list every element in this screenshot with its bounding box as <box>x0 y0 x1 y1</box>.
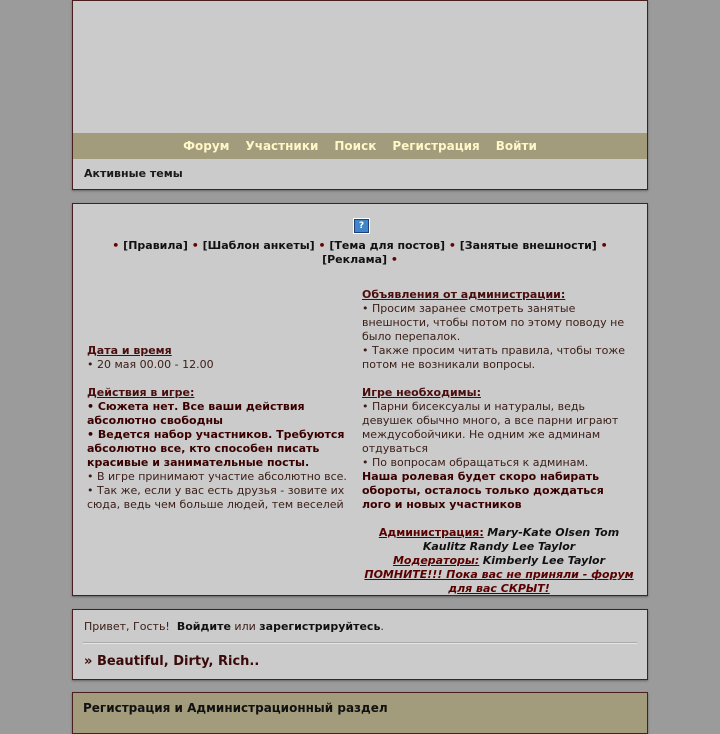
announcements-heading: Объявления от администрации: <box>362 288 566 301</box>
action-item: • Ведется набор участников. Требуются абсолютно все, кто способен писать красивые и занимательные посты. <box>87 428 345 469</box>
welcome-panel <box>72 609 648 680</box>
needs-item: • По вопросам обращаться к админам. <box>362 456 589 469</box>
nav-search[interactable]: Поиск <box>334 139 377 153</box>
warning-text: ПОМНИТЕ!!! Пока вас не приняли - форум для вас СКРЫТ! <box>364 568 634 595</box>
admin-names[interactable]: Mary-Kate Olsen Tom Kaulitz Randy Lee Taylor <box>422 526 620 553</box>
mod-label: Модераторы: <box>392 554 480 567</box>
category-header <box>72 692 648 734</box>
link-posts-topic[interactable]: [Тема для постов] <box>329 239 446 252</box>
needs-heading: Игре необходимы: <box>362 386 481 399</box>
link-template[interactable]: [Шаблон анкеты] <box>202 239 315 252</box>
bullet: • <box>112 239 120 252</box>
help-icon[interactable]: ? <box>354 219 369 233</box>
greeting-text: Привет, Гость! <box>84 620 170 633</box>
link-taken-looks[interactable]: [Занятые внешности] <box>459 239 597 252</box>
action-item: • Так же, если у вас есть друзья - зовите их сюда, ведь чем больше людей, тем веселей <box>87 484 345 511</box>
login-link[interactable]: Войдите <box>176 620 231 633</box>
or-text: или <box>234 620 256 633</box>
action-item: • В игре принимают участие абсолютно все. <box>87 470 347 483</box>
right-column <box>362 288 636 596</box>
header-panel <box>72 0 648 190</box>
left-column <box>87 344 359 512</box>
actions-heading: Действия в игре: <box>87 386 195 399</box>
forum-prefix: » <box>84 654 93 669</box>
moderators-line <box>362 554 636 568</box>
bullet: • <box>191 239 199 252</box>
needs-item: Наша ролевая будет скоро набирать обороты, осталось только дождаться лого и новых участников <box>362 470 604 511</box>
date-heading: Дата и время <box>87 344 172 357</box>
rules-links <box>73 239 647 267</box>
link-rules[interactable]: [Правила] <box>123 239 188 252</box>
nav-login[interactable]: Войти <box>495 139 537 153</box>
bullet: • <box>600 239 608 252</box>
nav-forum[interactable]: Форум <box>183 139 230 153</box>
bullet: • <box>318 239 326 252</box>
active-topics-link[interactable]: Активные темы <box>84 167 183 180</box>
announcement-item: • Просим заранее смотреть занятые внешности, чтобы потом по этому поводу не было перепалок. <box>362 302 625 343</box>
forum-title-link[interactable]: Beautiful, Dirty, Rich.. <box>96 654 260 669</box>
period: . <box>380 620 384 633</box>
bullet: • <box>448 239 456 252</box>
needs-item: • Парни бисексуалы и натуралы, ведь девушек обычно много, а все парни играют междусобойчики. Не одним же админам отдуваться <box>362 400 619 455</box>
mod-names[interactable]: Kimberly Lee Taylor <box>482 554 606 567</box>
action-item: • Сюжета нет. Все ваши действия абсолютно свободны <box>87 400 305 427</box>
category-title[interactable]: Регистрация и Администрационный раздел <box>83 701 388 715</box>
forum-title <box>84 654 259 669</box>
admin-label: Администрация: <box>378 526 484 539</box>
banner <box>73 1 647 133</box>
announcement-panel <box>72 203 648 596</box>
nav-members[interactable]: Участники <box>245 139 319 153</box>
administration-line <box>362 526 636 554</box>
announcement-item: • Также просим читать правила, чтобы тоже потом не возникали вопросы. <box>362 344 626 371</box>
register-link[interactable]: зарегистрируйтесь <box>259 620 381 633</box>
bullet: • <box>390 253 398 266</box>
main-navigation <box>73 133 647 159</box>
link-ads[interactable]: [Реклама] <box>322 253 388 266</box>
greeting-line <box>84 620 384 633</box>
date-value: • 20 мая 00.00 - 12.00 <box>87 358 214 371</box>
divider <box>83 642 637 644</box>
nav-register[interactable]: Регистрация <box>392 139 480 153</box>
